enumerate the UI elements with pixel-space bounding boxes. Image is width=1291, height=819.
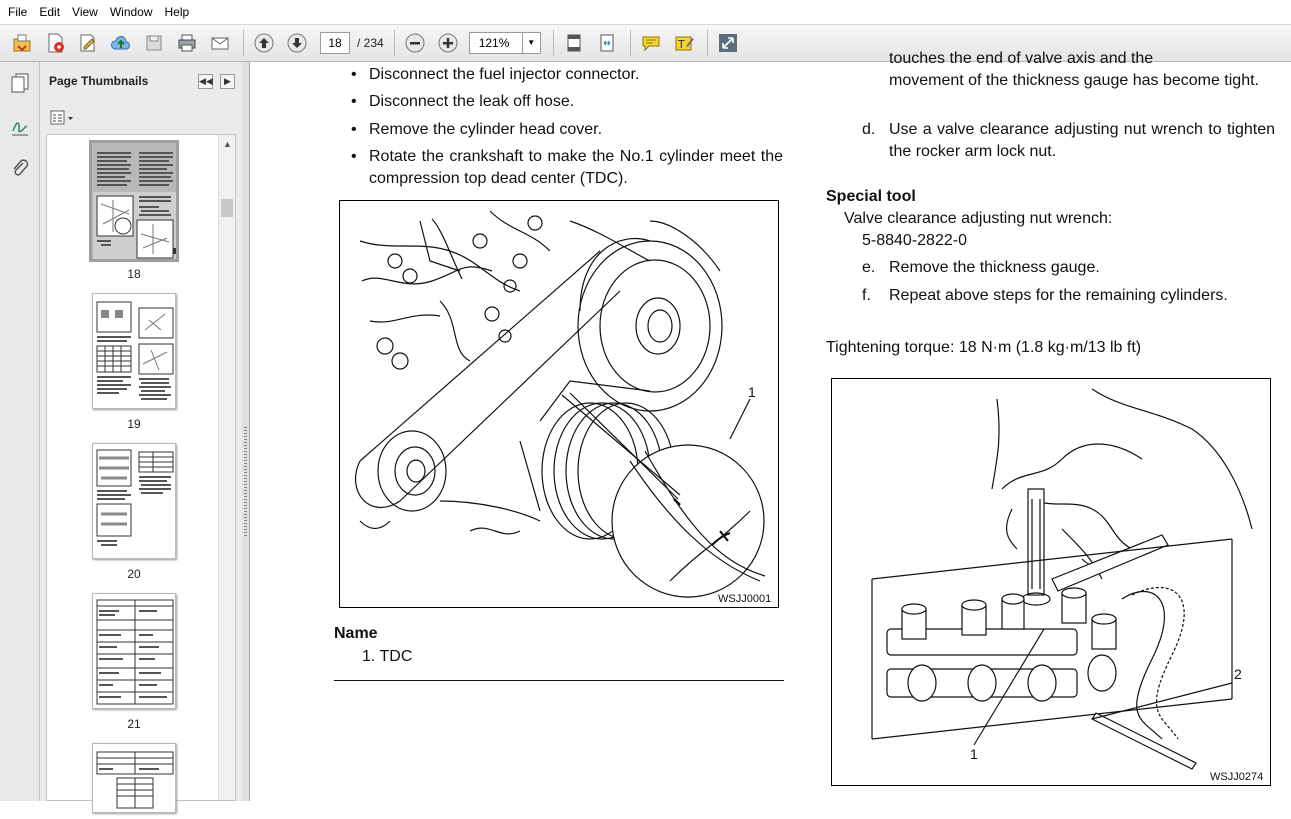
zoom-out-button[interactable] xyxy=(401,29,429,57)
step-f-text: Repeat above steps for the remaining cylinders. xyxy=(889,287,1228,304)
thumbnails-scrollbar[interactable] xyxy=(218,135,235,800)
thumbnail-page-20[interactable] xyxy=(92,443,176,559)
panel-splitter[interactable] xyxy=(242,62,250,801)
thumbnails-header xyxy=(40,62,242,102)
page-preview-image xyxy=(93,294,177,410)
svg-text:T: T xyxy=(677,38,685,51)
envelope-icon xyxy=(209,32,231,54)
document-view[interactable] xyxy=(251,50,1291,801)
page-preview-image xyxy=(93,444,177,560)
toolbar-separator xyxy=(707,30,708,56)
step-d-marker: d. xyxy=(862,121,876,138)
thumbnail-page-21[interactable] xyxy=(92,593,176,709)
speech-bubble-icon xyxy=(640,32,662,54)
thumbnails-title: Page Thumbnails xyxy=(49,74,149,88)
special-tool-number: 5-8840-2822-0 xyxy=(862,232,967,249)
collapse-panel-icon[interactable]: ◀◀ xyxy=(198,74,213,89)
save-disk-icon xyxy=(143,32,165,54)
valve-clearance-adjust-illustration xyxy=(832,379,1272,787)
zoom-level-value: 121% xyxy=(478,36,510,50)
step-e-text: Remove the thickness gauge. xyxy=(889,259,1100,276)
thumbnail-page-22[interactable] xyxy=(92,743,176,813)
page-count: / 234 xyxy=(357,36,384,50)
previous-page-button[interactable] xyxy=(250,29,278,57)
thumbnail-label: 21 xyxy=(127,717,141,731)
highlight-button[interactable] xyxy=(670,29,698,57)
thumbnail-options-button[interactable] xyxy=(50,110,76,128)
signatures-tab[interactable] xyxy=(7,114,33,140)
bullet-item xyxy=(351,146,785,190)
special-tool-name: Valve clearance adjusting nut wrench: xyxy=(844,210,1113,227)
pages-icon xyxy=(10,72,30,94)
step-e-marker: e. xyxy=(862,259,876,276)
bullet-marker: • xyxy=(351,93,357,110)
highlight-text-icon xyxy=(673,32,695,54)
figure-code: WSJJ0001 xyxy=(718,593,772,605)
open-button[interactable] xyxy=(8,29,36,57)
zoom-in-button[interactable] xyxy=(434,29,462,57)
splitter-grip[interactable] xyxy=(244,427,247,537)
create-pdf-button[interactable] xyxy=(41,29,69,57)
navigation-pane-strip xyxy=(0,62,40,801)
create-pdf-icon xyxy=(44,32,66,54)
fit-page-icon xyxy=(563,32,585,54)
figure-code: WSJJ0274 xyxy=(1210,771,1264,783)
edit-document-icon xyxy=(77,32,99,54)
fit-width-button[interactable] xyxy=(593,29,621,57)
paperclip-icon xyxy=(10,158,30,180)
name-heading: Name xyxy=(334,625,378,642)
bullet-marker: • xyxy=(351,148,357,165)
figure-callout: 1 xyxy=(748,384,756,400)
zoom-out-icon xyxy=(404,32,426,54)
bullet-marker: • xyxy=(351,66,357,83)
expand-arrows-icon xyxy=(596,32,618,54)
chevron-down-icon[interactable]: ▼ xyxy=(522,33,540,53)
full-screen-button[interactable] xyxy=(714,29,742,57)
fit-page-button[interactable] xyxy=(560,29,588,57)
printer-icon xyxy=(176,32,198,54)
menu-view[interactable]: View xyxy=(72,5,98,19)
step-f-marker: f. xyxy=(862,287,871,304)
figure-crankshaft-pulley xyxy=(339,200,779,608)
figure-callout-2: 2 xyxy=(1234,666,1242,682)
special-tool-heading: Special tool xyxy=(826,188,916,205)
page-thumbnails-tab[interactable] xyxy=(7,70,33,96)
bullet-text: Remove the cylinder head cover. xyxy=(369,121,603,138)
print-button[interactable] xyxy=(173,29,201,57)
menu-window[interactable]: Window xyxy=(109,5,153,19)
edit-pdf-button[interactable] xyxy=(74,29,102,57)
thumbnail-label: 20 xyxy=(127,567,141,581)
thumbnail-label: 18 xyxy=(127,267,141,281)
arrow-up-circle-icon xyxy=(253,32,275,54)
panel-menu-icon[interactable]: ▶ xyxy=(220,74,235,89)
menu-edit[interactable]: Edit xyxy=(39,5,61,19)
menu-help[interactable]: Help xyxy=(164,5,190,19)
save-button[interactable] xyxy=(140,29,168,57)
bullet-marker: • xyxy=(351,121,357,138)
figure-callout-1: 1 xyxy=(970,746,978,762)
name-item: 1. TDC xyxy=(362,648,413,665)
toolbar-separator xyxy=(553,30,554,56)
menu-file[interactable]: File xyxy=(8,5,28,19)
page-number-input[interactable]: 18 xyxy=(320,32,350,54)
thumbnails-list xyxy=(46,134,236,801)
next-page-button[interactable] xyxy=(283,29,311,57)
bullet-item xyxy=(351,64,785,86)
scroll-up-icon[interactable]: ▲ xyxy=(223,139,232,149)
cutoff-text-line: touches the end of valve axis and the xyxy=(889,50,1154,67)
bullet-text: Disconnect the leak off hose. xyxy=(369,93,575,110)
cloud-upload-icon xyxy=(110,32,132,54)
attachments-tab[interactable] xyxy=(7,156,33,182)
page-preview-image xyxy=(93,144,177,260)
menu-bar xyxy=(0,0,1291,24)
bullet-item xyxy=(351,91,785,113)
toolbar-separator xyxy=(243,30,244,56)
thumbnail-label: 19 xyxy=(127,417,141,431)
upload-button[interactable] xyxy=(107,29,135,57)
toolbar-separator xyxy=(630,30,631,56)
crankshaft-pulley-illustration xyxy=(340,201,780,609)
thumbnail-page-19[interactable] xyxy=(92,293,176,409)
zoom-in-icon xyxy=(437,32,459,54)
comment-button[interactable] xyxy=(637,29,665,57)
full-screen-icon xyxy=(717,32,739,54)
bullet-item xyxy=(351,119,785,141)
toolbar-separator xyxy=(394,30,395,56)
section-divider xyxy=(334,680,784,681)
step-c-continuation: movement of the thickness gauge has become tight. xyxy=(889,72,1259,89)
open-folder-icon xyxy=(11,32,33,54)
figure-valve-clearance-adjust xyxy=(831,378,1271,786)
scrollbar-thumb[interactable] xyxy=(221,199,233,217)
tightening-torque: Tightening torque: 18 N·m (1.8 kg·m/13 lb ft) xyxy=(826,339,1142,356)
page-preview-image xyxy=(93,594,177,710)
thumbnail-page-18[interactable] xyxy=(92,143,176,259)
bullet-text: Disconnect the fuel injector connector. xyxy=(369,66,640,83)
signature-icon xyxy=(10,116,30,138)
bullet-text: Rotate the crankshaft to make the No.1 cylinder meet the compression top dead center (TDC). xyxy=(369,148,783,187)
email-button[interactable] xyxy=(206,29,234,57)
step-d-text: Use a valve clearance adjusting nut wrench to tighten the rocker arm lock nut. xyxy=(889,121,1275,160)
arrow-down-circle-icon xyxy=(286,32,308,54)
page-thumbnails-panel xyxy=(40,62,242,801)
options-menu-icon xyxy=(50,110,76,126)
page-preview-image xyxy=(93,744,177,814)
zoom-level-select[interactable] xyxy=(469,32,541,54)
